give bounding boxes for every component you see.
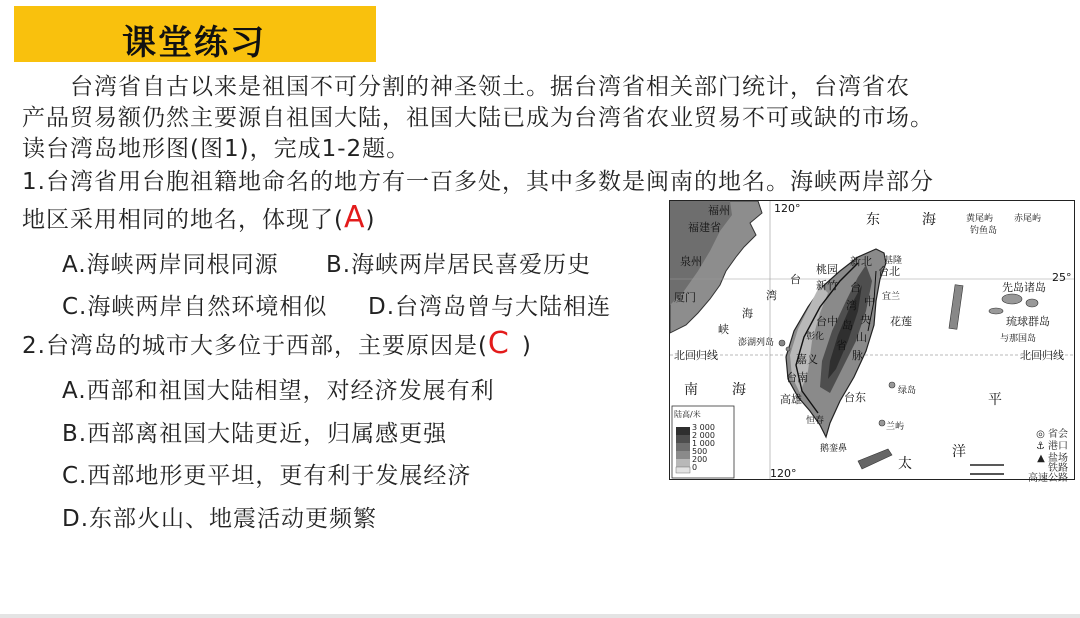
legend-highway bbox=[1028, 469, 1068, 484]
label-ryukyu: 琉球群岛 bbox=[1006, 315, 1050, 328]
label-mountain-2: 央 bbox=[860, 313, 871, 326]
label-taibei: 台北 bbox=[878, 265, 900, 278]
label-pacific-3: 洋 bbox=[952, 444, 966, 460]
label-penghu: 澎湖列岛 bbox=[738, 338, 775, 348]
q1-option-b: B.海峡两岸居民喜爱历史 bbox=[326, 252, 592, 278]
label-hualian: 花莲 bbox=[890, 315, 912, 328]
label-zhanghua: 彰化 bbox=[806, 332, 825, 342]
legend-value: 0 bbox=[692, 463, 698, 472]
intro-line-1: 台湾省自古以来是祖国不可分割的神圣领土。据台湾省相关部门统计，台湾省农 bbox=[70, 74, 910, 100]
intro-line-3: 读台湾岛地形图(图1)，完成1-2题。 bbox=[22, 136, 411, 162]
label-hengchun: 恒春 bbox=[806, 416, 825, 426]
label-jilong: 基隆 bbox=[884, 256, 903, 266]
label-prov: 省 bbox=[836, 339, 847, 352]
legend-value: 1 000 bbox=[692, 439, 715, 448]
label-mountain-3: 山 bbox=[856, 331, 867, 344]
title-banner bbox=[14, 6, 376, 62]
label-island-3: 岛 bbox=[842, 319, 853, 332]
legend-port: ⚓ 港口 bbox=[1035, 441, 1068, 452]
legend-value: 3 000 bbox=[692, 423, 715, 432]
label-south-sea-2: 海 bbox=[732, 382, 746, 398]
label-strait-3: 海 bbox=[742, 307, 753, 320]
q1-option-d: D.台湾岛曾与大陆相连 bbox=[368, 294, 612, 320]
q2-option-a: A.西部和祖国大陆相望，对经济发展有利 bbox=[62, 378, 495, 404]
label-chiwei: 赤尾屿 bbox=[1014, 214, 1042, 224]
label-eluanbi: 鹅銮鼻 bbox=[820, 444, 848, 454]
q1-stem-line-2 bbox=[22, 200, 376, 235]
elevation-legend bbox=[674, 409, 730, 472]
legend-value: 2 000 bbox=[692, 431, 715, 440]
q1-stem-text: 地区采用相同的地名，体现了( bbox=[22, 207, 344, 233]
label-yilan: 宜兰 bbox=[882, 292, 901, 302]
legend-capital-label: 省会 bbox=[1048, 429, 1068, 440]
q2-option-b: B.西部离祖国大陆更近，归属感更强 bbox=[62, 421, 448, 447]
q2-option-d: D.东部火山、地震活动更频繁 bbox=[62, 506, 378, 532]
label-yonaguni: 与那国岛 bbox=[1000, 334, 1037, 344]
label-south-sea-1: 南 bbox=[684, 382, 698, 398]
label-gaoxiong: 高雄 bbox=[780, 393, 802, 406]
label-mountain-1: 中 bbox=[864, 295, 875, 308]
label-huangwei: 黄尾屿 bbox=[966, 214, 994, 224]
label-tainan: 台南 bbox=[786, 371, 808, 384]
label-strait-1: 台 bbox=[790, 273, 801, 286]
label-taidong: 台东 bbox=[844, 391, 866, 404]
label-xinbei: 新北 bbox=[850, 255, 872, 268]
label-pacific-1: 太 bbox=[898, 456, 912, 472]
label-taizhong: 台中 bbox=[816, 315, 838, 328]
label-tropic-right: 北回归线 bbox=[1020, 349, 1064, 362]
q1-stem-line-1: 1.台湾省用台胞祖籍地命名的地方有一百多处，其中多数是闽南的地名。海峡两岸部分 bbox=[22, 169, 934, 195]
label-quanzhou: 泉州 bbox=[680, 255, 702, 268]
label-lat-25: 25° bbox=[1052, 271, 1072, 284]
label-xiamen: 厦门 bbox=[674, 291, 696, 304]
legend-saltfield: ▲ 盐场 bbox=[1037, 453, 1068, 464]
label-lvdao: 绿岛 bbox=[898, 386, 917, 396]
label-island-2: 湾 bbox=[846, 299, 857, 312]
legend-saltfield-label: 盐场 bbox=[1048, 453, 1068, 464]
q2-close-paren: ) bbox=[521, 333, 532, 359]
label-mountain-4: 脉 bbox=[852, 349, 863, 362]
label-tropic-left: 北回归线 bbox=[674, 349, 718, 362]
q2-answer: C bbox=[487, 326, 510, 361]
label-east-sea-2: 海 bbox=[922, 212, 936, 228]
label-xianzhi: 先岛诸岛 bbox=[1002, 281, 1046, 294]
legend-value: 200 bbox=[692, 455, 708, 464]
label-taoyuan: 桃园 bbox=[816, 263, 838, 276]
legend-value: 500 bbox=[692, 447, 708, 456]
label-lon-top: 120° bbox=[774, 202, 801, 215]
label-jiayi: 嘉义 bbox=[796, 353, 818, 366]
label-lanyu: 兰屿 bbox=[886, 422, 905, 432]
label-fujian: 福建省 bbox=[688, 221, 721, 234]
intro-line-2: 产品贸易额仍然主要源自祖国大陆，祖国大陆已成为台湾省农业贸易不可或缺的市场。 bbox=[22, 105, 934, 131]
q2-stem-text: 2.台湾岛的城市大多位于西部，主要原因是( bbox=[22, 333, 488, 359]
taiwan-terrain-map bbox=[669, 200, 1075, 484]
label-lon-bottom: 120° bbox=[770, 467, 797, 480]
label-diaoyu: 钓鱼岛 bbox=[970, 226, 998, 236]
label-island-1: 台 bbox=[850, 281, 861, 294]
q1-close-paren: ) bbox=[365, 207, 376, 233]
q2-stem bbox=[22, 326, 532, 361]
q1-option-c: C.海峡两岸自然环境相似 bbox=[62, 294, 328, 320]
q2-option-c: C.西部地形更平坦，更有利于发展经济 bbox=[62, 463, 472, 489]
legend-highway-label: 高速公路 bbox=[1028, 473, 1068, 484]
slide-bottom-divider bbox=[0, 614, 1080, 618]
q1-option-a: A.海峡两岸同根同源 bbox=[62, 252, 279, 278]
legend-port-label: 港口 bbox=[1048, 441, 1068, 452]
legend-railway-label: 铁路 bbox=[1048, 463, 1068, 474]
label-pacific-2: 平 bbox=[988, 392, 1002, 408]
label-strait-4: 峡 bbox=[718, 323, 729, 336]
page-title: 课堂练习 bbox=[122, 23, 266, 63]
legend-capital: ◎ 省会 bbox=[1036, 429, 1068, 440]
q1-answer: A bbox=[343, 200, 366, 235]
label-strait-2: 湾 bbox=[766, 289, 777, 302]
label-xinzhu: 新竹 bbox=[816, 279, 838, 292]
label-fuzhou: 福州 bbox=[708, 204, 730, 217]
legend-title: 陆高/米 bbox=[674, 410, 701, 419]
label-east-sea-1: 东 bbox=[866, 212, 880, 228]
